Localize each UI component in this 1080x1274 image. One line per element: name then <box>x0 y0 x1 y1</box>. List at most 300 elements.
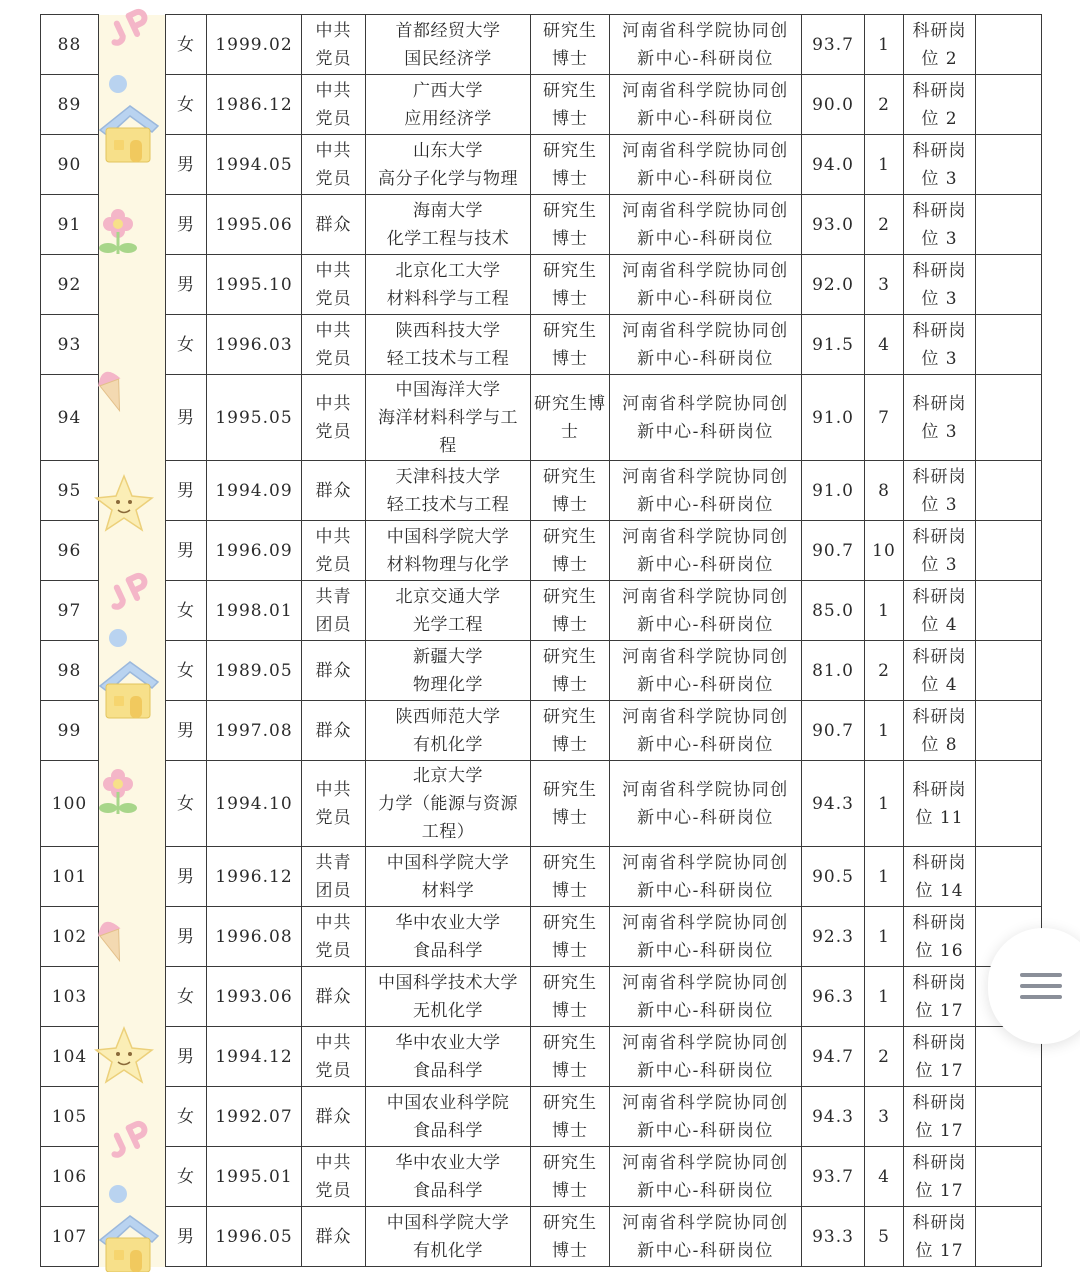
education-cell <box>531 1087 610 1147</box>
education-cell-line: 博士 <box>552 494 588 515</box>
political-cell <box>302 15 366 75</box>
post-cell-line: 位 14 <box>915 880 964 901</box>
post-cell <box>904 15 976 75</box>
political-cell-line: 党员 <box>315 288 352 309</box>
political-cell-line: 中共 <box>315 320 352 341</box>
education-cell-line: 研究生 <box>543 466 597 487</box>
birth-date-cell: 1994.05 <box>207 135 302 195</box>
political-cell-line: 中共 <box>315 912 352 933</box>
education-cell-line: 博士 <box>552 1180 588 1201</box>
department-cell <box>610 255 802 315</box>
post-cell <box>904 641 976 701</box>
score-cell: 93.7 <box>802 15 865 75</box>
score-cell: 91.0 <box>802 461 865 521</box>
political-cell <box>302 315 366 375</box>
school-major-cell <box>366 847 531 907</box>
political-cell <box>302 135 366 195</box>
row-number-cell: 100 <box>41 761 99 847</box>
department-cell-line: 河南省科学院协同创 <box>622 646 789 667</box>
department-cell <box>610 375 802 461</box>
department-cell-line: 新中心-科研岗位 <box>637 421 774 442</box>
education-cell-line: 博士 <box>552 228 588 249</box>
school-major-cell <box>366 521 531 581</box>
score-cell: 94.7 <box>802 1027 865 1087</box>
gender-cell: 男 <box>166 195 207 255</box>
birth-date-cell: 1994.09 <box>207 461 302 521</box>
education-cell-line: 研究生 <box>543 320 597 341</box>
school-major-cell-line: 广西大学 <box>413 80 483 101</box>
birth-date-cell: 1994.12 <box>207 1027 302 1087</box>
school-major-cell-line: 食品科学 <box>413 1060 483 1081</box>
score-cell: 92.3 <box>802 907 865 967</box>
education-cell-line: 博士 <box>552 1240 588 1261</box>
department-cell <box>610 15 802 75</box>
education-cell <box>531 135 610 195</box>
rank-cell: 3 <box>865 255 904 315</box>
sticker-strip-cell <box>99 521 166 581</box>
education-cell <box>531 461 610 521</box>
gender-cell: 女 <box>166 581 207 641</box>
political-cell <box>302 375 366 461</box>
political-cell-line: 党员 <box>315 554 352 575</box>
birth-date-cell: 1995.10 <box>207 255 302 315</box>
score-cell: 92.0 <box>802 255 865 315</box>
department-cell-line: 新中心-科研岗位 <box>637 494 774 515</box>
row-number-cell: 102 <box>41 907 99 967</box>
school-major-cell <box>366 581 531 641</box>
post-cell <box>904 135 976 195</box>
remarks-cell <box>976 1087 1042 1147</box>
row-number-cell: 91 <box>41 195 99 255</box>
gender-cell: 女 <box>166 967 207 1027</box>
school-major-cell <box>366 315 531 375</box>
political-cell-line: 中共 <box>315 80 352 101</box>
score-cell: 90.7 <box>802 521 865 581</box>
table-row <box>41 521 1042 581</box>
school-major-cell <box>366 195 531 255</box>
school-major-cell <box>366 375 531 461</box>
gender-cell: 女 <box>166 75 207 135</box>
school-major-cell-line: 材料科学与工程 <box>386 288 510 309</box>
sticker-strip-cell <box>99 1207 166 1267</box>
political-cell-line: 群众 <box>315 986 352 1007</box>
political-cell-line: 党员 <box>315 1060 352 1081</box>
department-cell-line: 新中心-科研岗位 <box>637 734 774 755</box>
post-cell-line: 科研岗 <box>912 972 967 993</box>
row-number-cell: 95 <box>41 461 99 521</box>
school-major-cell <box>366 15 531 75</box>
political-cell-line: 群众 <box>315 1106 352 1127</box>
sticker-strip-cell <box>99 641 166 701</box>
table-row <box>41 135 1042 195</box>
remarks-cell <box>976 255 1042 315</box>
row-number-cell: 93 <box>41 315 99 375</box>
political-cell-line: 党员 <box>315 48 352 69</box>
post-cell-line: 科研岗 <box>912 1092 967 1113</box>
post-cell-line: 位 17 <box>915 1240 964 1261</box>
school-major-cell-line: 力学（能源与资源 <box>378 793 518 814</box>
gender-cell: 女 <box>166 15 207 75</box>
school-major-cell <box>366 461 531 521</box>
education-cell-line: 博士 <box>552 108 588 129</box>
education-cell-line: 研究生 <box>543 260 597 281</box>
education-cell-line: 博士 <box>552 554 588 575</box>
political-cell <box>302 1027 366 1087</box>
sticker-strip-cell <box>99 461 166 521</box>
post-cell-line: 位 17 <box>915 1120 964 1141</box>
score-cell: 93.0 <box>802 195 865 255</box>
department-cell-line: 新中心-科研岗位 <box>637 1180 774 1201</box>
education-cell <box>531 521 610 581</box>
table-row <box>41 761 1042 847</box>
department-cell <box>610 967 802 1027</box>
table-row <box>41 581 1042 641</box>
department-cell-line: 河南省科学院协同创 <box>622 526 789 547</box>
row-number-cell: 96 <box>41 521 99 581</box>
political-cell-line: 中共 <box>315 1152 352 1173</box>
row-number-cell: 94 <box>41 375 99 461</box>
political-cell-line: 党员 <box>315 421 352 442</box>
school-major-cell-line: 北京交通大学 <box>395 586 501 607</box>
post-cell-line: 科研岗 <box>912 912 967 933</box>
post-cell-line: 科研岗 <box>912 526 967 547</box>
school-major-cell-line: 无机化学 <box>413 1000 483 1021</box>
birth-date-cell: 1989.05 <box>207 641 302 701</box>
education-cell-line: 研究生 <box>543 586 597 607</box>
department-cell-line: 河南省科学院协同创 <box>622 912 789 933</box>
department-cell-line: 河南省科学院协同创 <box>622 140 789 161</box>
department-cell-line: 新中心-科研岗位 <box>637 807 774 828</box>
political-cell-line: 党员 <box>315 1180 352 1201</box>
row-number-cell: 105 <box>41 1087 99 1147</box>
score-cell: 93.3 <box>802 1207 865 1267</box>
score-cell: 90.7 <box>802 701 865 761</box>
education-cell-line: 研究生 <box>543 140 597 161</box>
table-row <box>41 1087 1042 1147</box>
gender-cell: 男 <box>166 375 207 461</box>
post-cell <box>904 907 976 967</box>
score-cell: 94.3 <box>802 761 865 847</box>
score-cell: 94.0 <box>802 135 865 195</box>
birth-date-cell: 1999.02 <box>207 15 302 75</box>
remarks-cell <box>976 641 1042 701</box>
gender-cell: 女 <box>166 641 207 701</box>
department-cell <box>610 195 802 255</box>
remarks-cell <box>976 847 1042 907</box>
school-major-cell-line: 有机化学 <box>413 1240 483 1261</box>
score-cell: 94.3 <box>802 1087 865 1147</box>
education-cell-line: 博士 <box>552 288 588 309</box>
birth-date-cell: 1995.05 <box>207 375 302 461</box>
education-cell <box>531 1207 610 1267</box>
education-cell-line: 博士 <box>552 674 588 695</box>
education-cell-line: 研究生博 <box>534 393 606 414</box>
post-cell-line: 科研岗 <box>912 706 967 727</box>
post-cell-line: 位 17 <box>915 1180 964 1201</box>
remarks-cell <box>976 461 1042 521</box>
political-cell <box>302 641 366 701</box>
education-cell <box>531 15 610 75</box>
education-cell <box>531 375 610 461</box>
political-cell-line: 党员 <box>315 807 352 828</box>
department-cell <box>610 521 802 581</box>
post-cell <box>904 1147 976 1207</box>
school-major-cell-line: 首都经贸大学 <box>395 20 501 41</box>
gender-cell: 女 <box>166 761 207 847</box>
sticker-strip-cell <box>99 967 166 1027</box>
department-cell-line: 河南省科学院协同创 <box>622 260 789 281</box>
school-major-cell-line: 新疆大学 <box>413 646 483 667</box>
gender-cell: 男 <box>166 1027 207 1087</box>
sticker-strip-cell <box>99 75 166 135</box>
political-cell-line: 共青 <box>315 586 352 607</box>
table-row <box>41 255 1042 315</box>
gender-cell: 男 <box>166 847 207 907</box>
department-cell-line: 新中心-科研岗位 <box>637 674 774 695</box>
sticker-strip-cell <box>99 907 166 967</box>
post-cell-line: 科研岗 <box>912 200 967 221</box>
row-number-cell: 98 <box>41 641 99 701</box>
department-cell <box>610 1087 802 1147</box>
education-cell-line: 博士 <box>552 940 588 961</box>
post-cell-line: 科研岗 <box>912 1032 967 1053</box>
post-cell-line: 位 17 <box>915 1000 964 1021</box>
remarks-cell <box>976 135 1042 195</box>
education-cell <box>531 907 610 967</box>
political-cell-line: 中共 <box>315 140 352 161</box>
school-major-cell-line: 华中农业大学 <box>395 1032 501 1053</box>
education-cell-line: 研究生 <box>543 1152 597 1173</box>
sticker-strip-cell <box>99 135 166 195</box>
score-cell: 90.0 <box>802 75 865 135</box>
birth-date-cell: 1986.12 <box>207 75 302 135</box>
school-major-cell-line: 海南大学 <box>413 200 483 221</box>
row-number-cell: 104 <box>41 1027 99 1087</box>
political-cell <box>302 581 366 641</box>
department-cell-line: 新中心-科研岗位 <box>637 1120 774 1141</box>
political-cell-line: 党员 <box>315 108 352 129</box>
political-cell <box>302 967 366 1027</box>
school-major-cell-line: 中国海洋大学 <box>395 379 501 400</box>
political-cell-line: 团员 <box>315 880 352 901</box>
school-major-cell-line: 中国科学技术大学 <box>378 972 518 993</box>
education-cell <box>531 701 610 761</box>
education-cell <box>531 1147 610 1207</box>
school-major-cell <box>366 255 531 315</box>
education-cell-line: 研究生 <box>543 20 597 41</box>
school-major-cell-line: 陕西科技大学 <box>395 320 501 341</box>
department-cell-line: 新中心-科研岗位 <box>637 228 774 249</box>
political-cell <box>302 701 366 761</box>
political-cell-line: 群众 <box>315 660 352 681</box>
department-cell-line: 新中心-科研岗位 <box>637 554 774 575</box>
post-cell <box>904 375 976 461</box>
education-cell-line: 研究生 <box>543 80 597 101</box>
birth-date-cell: 1993.06 <box>207 967 302 1027</box>
rank-cell: 1 <box>865 761 904 847</box>
score-cell: 90.5 <box>802 847 865 907</box>
education-cell-line: 研究生 <box>543 1092 597 1113</box>
post-cell-line: 位 16 <box>915 940 964 961</box>
department-cell-line: 河南省科学院协同创 <box>622 20 789 41</box>
sticker-strip-cell <box>99 15 166 75</box>
education-cell-line: 博士 <box>552 168 588 189</box>
school-major-cell-line: 国民经济学 <box>404 48 492 69</box>
post-cell <box>904 1207 976 1267</box>
department-cell-line: 河南省科学院协同创 <box>622 1152 789 1173</box>
school-major-cell <box>366 135 531 195</box>
table-row <box>41 375 1042 461</box>
table-row <box>41 1147 1042 1207</box>
post-cell-line: 科研岗 <box>912 1212 967 1233</box>
department-cell <box>610 1207 802 1267</box>
education-cell-line: 博士 <box>552 880 588 901</box>
school-major-cell-line: 华中农业大学 <box>395 1152 501 1173</box>
education-cell-line: 博士 <box>552 1000 588 1021</box>
post-cell <box>904 315 976 375</box>
education-cell-line: 研究生 <box>543 912 597 933</box>
post-cell <box>904 1087 976 1147</box>
school-major-cell-line: 陕西师范大学 <box>395 706 501 727</box>
school-major-cell-line: 物理化学 <box>413 674 483 695</box>
birth-date-cell: 1996.08 <box>207 907 302 967</box>
table-row <box>41 195 1042 255</box>
row-number-cell: 106 <box>41 1147 99 1207</box>
education-cell-line: 研究生 <box>543 706 597 727</box>
birth-date-cell: 1994.10 <box>207 761 302 847</box>
school-major-cell-line: 中国农业科学院 <box>386 1092 510 1113</box>
post-cell-line: 位 8 <box>921 734 958 755</box>
education-cell <box>531 581 610 641</box>
school-major-cell-line: 工程） <box>421 821 475 842</box>
political-cell-line: 党员 <box>315 940 352 961</box>
table-row <box>41 641 1042 701</box>
department-cell-line: 新中心-科研岗位 <box>637 288 774 309</box>
department-cell-line: 新中心-科研岗位 <box>637 348 774 369</box>
political-cell-line: 中共 <box>315 1032 352 1053</box>
school-major-cell-line: 轻工技术与工程 <box>386 494 510 515</box>
political-cell-line: 团员 <box>315 614 352 635</box>
school-major-cell-line: 食品科学 <box>413 1180 483 1201</box>
political-cell-line: 群众 <box>315 1226 352 1247</box>
education-cell-line: 研究生 <box>543 1032 597 1053</box>
school-major-cell-line: 天津科技大学 <box>395 466 501 487</box>
department-cell-line: 河南省科学院协同创 <box>622 466 789 487</box>
school-major-cell-line: 材料学 <box>421 880 475 901</box>
candidate-table <box>40 14 1042 1267</box>
post-cell-line: 科研岗 <box>912 320 967 341</box>
political-cell-line: 群众 <box>315 720 352 741</box>
sticker-strip-cell <box>99 701 166 761</box>
education-cell-line: 研究生 <box>543 972 597 993</box>
post-cell-line: 位 3 <box>921 421 958 442</box>
table-row <box>41 15 1042 75</box>
school-major-cell-line: 化学工程与技术 <box>386 228 510 249</box>
post-cell-line: 科研岗 <box>912 1152 967 1173</box>
education-cell <box>531 641 610 701</box>
department-cell-line: 新中心-科研岗位 <box>637 940 774 961</box>
rank-cell: 2 <box>865 641 904 701</box>
table-row <box>41 1207 1042 1267</box>
remarks-cell <box>976 1207 1042 1267</box>
department-cell-line: 河南省科学院协同创 <box>622 586 789 607</box>
school-major-cell-line: 高分子化学与物理 <box>378 168 518 189</box>
education-cell-line: 博士 <box>552 734 588 755</box>
birth-date-cell: 1997.08 <box>207 701 302 761</box>
political-cell-line: 党员 <box>315 168 352 189</box>
political-cell <box>302 1207 366 1267</box>
table-row <box>41 967 1042 1027</box>
school-major-cell <box>366 967 531 1027</box>
education-cell-line: 博士 <box>552 1060 588 1081</box>
gender-cell: 男 <box>166 255 207 315</box>
score-cell: 93.7 <box>802 1147 865 1207</box>
school-major-cell-line: 华中农业大学 <box>395 912 501 933</box>
department-cell-line: 新中心-科研岗位 <box>637 1240 774 1261</box>
school-major-cell-line: 食品科学 <box>413 1120 483 1141</box>
political-cell <box>302 195 366 255</box>
education-cell-line: 研究生 <box>543 852 597 873</box>
rank-cell: 4 <box>865 1147 904 1207</box>
gender-cell: 男 <box>166 907 207 967</box>
school-major-cell-line: 有机化学 <box>413 734 483 755</box>
school-major-cell-line: 轻工技术与工程 <box>386 348 510 369</box>
department-cell-line: 新中心-科研岗位 <box>637 880 774 901</box>
school-major-cell-line: 程 <box>439 435 457 456</box>
row-number-cell: 97 <box>41 581 99 641</box>
education-cell <box>531 195 610 255</box>
remarks-cell <box>976 521 1042 581</box>
row-number-cell: 90 <box>41 135 99 195</box>
sticker-strip-cell <box>99 581 166 641</box>
post-cell-line: 科研岗 <box>912 466 967 487</box>
gender-cell: 男 <box>166 521 207 581</box>
department-cell-line: 河南省科学院协同创 <box>622 1212 789 1233</box>
post-cell-line: 科研岗 <box>912 779 967 800</box>
political-cell <box>302 75 366 135</box>
remarks-cell <box>976 701 1042 761</box>
gender-cell: 男 <box>166 461 207 521</box>
remarks-cell <box>976 375 1042 461</box>
education-cell-line: 博士 <box>552 1120 588 1141</box>
education-cell <box>531 75 610 135</box>
post-cell <box>904 255 976 315</box>
education-cell-line: 博士 <box>552 48 588 69</box>
political-cell <box>302 847 366 907</box>
table-row <box>41 75 1042 135</box>
education-cell-line: 研究生 <box>543 1212 597 1233</box>
post-cell-line: 位 17 <box>915 1060 964 1081</box>
birth-date-cell: 1996.09 <box>207 521 302 581</box>
school-major-cell-line: 食品科学 <box>413 940 483 961</box>
sticker-strip-cell <box>99 375 166 461</box>
sticker-strip-cell <box>99 255 166 315</box>
post-cell <box>904 75 976 135</box>
school-major-cell <box>366 761 531 847</box>
education-cell-line: 士 <box>561 421 579 442</box>
remarks-cell <box>976 315 1042 375</box>
department-cell-line: 河南省科学院协同创 <box>622 393 789 414</box>
row-number-cell: 107 <box>41 1207 99 1267</box>
post-cell-line: 位 11 <box>915 807 964 828</box>
education-cell <box>531 847 610 907</box>
political-cell <box>302 521 366 581</box>
row-number-cell: 88 <box>41 15 99 75</box>
department-cell-line: 河南省科学院协同创 <box>622 852 789 873</box>
department-cell <box>610 75 802 135</box>
post-cell-line: 科研岗 <box>912 20 967 41</box>
gender-cell: 女 <box>166 315 207 375</box>
